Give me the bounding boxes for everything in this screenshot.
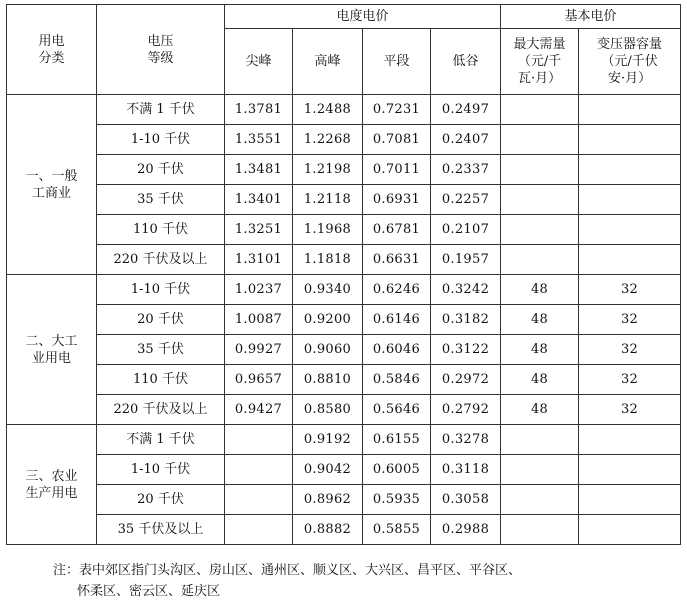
table-row: [7, 485, 681, 515]
cell-digu: 0.3118: [431, 455, 501, 485]
cell-pingduan: 0.6155: [363, 425, 431, 455]
header-energy-price: 电度电价: [225, 5, 501, 29]
table-row: [7, 185, 681, 215]
cell-max-demand: [501, 155, 579, 185]
header-gaofeng: 高峰: [293, 29, 363, 95]
cell-digu: 0.3182: [431, 305, 501, 335]
cell-gaofeng: 0.8962: [293, 485, 363, 515]
cell-jianfeng: [225, 485, 293, 515]
cell-pingduan: 0.7011: [363, 155, 431, 185]
cell-gaofeng: 1.2198: [293, 155, 363, 185]
table-row: [7, 455, 681, 485]
cell-jianfeng: 1.3251: [225, 215, 293, 245]
category-cell: 三、农业 生产用电: [7, 425, 97, 545]
cell-digu: 0.2792: [431, 395, 501, 425]
cell-voltage: 220 千伏及以上: [97, 245, 225, 275]
cell-pingduan: 0.6781: [363, 215, 431, 245]
cell-max-demand: [501, 95, 579, 125]
cell-transformer: 32: [579, 365, 681, 395]
cell-digu: 0.2107: [431, 215, 501, 245]
cell-max-demand: [501, 455, 579, 485]
cell-max-demand: 48: [501, 305, 579, 335]
cell-pingduan: 0.5646: [363, 395, 431, 425]
table-row: [7, 275, 681, 305]
cell-pingduan: 0.5935: [363, 485, 431, 515]
cell-max-demand: [501, 515, 579, 545]
cell-digu: 0.1957: [431, 245, 501, 275]
cell-jianfeng: 1.3551: [225, 125, 293, 155]
header-digu: 低谷: [431, 29, 501, 95]
cell-transformer: [579, 185, 681, 215]
cell-voltage: 不满 1 千伏: [97, 95, 225, 125]
cell-digu: 0.2497: [431, 95, 501, 125]
cell-jianfeng: 1.3481: [225, 155, 293, 185]
cell-voltage: 35 千伏: [97, 335, 225, 365]
cell-voltage: 35 千伏及以上: [97, 515, 225, 545]
cell-jianfeng: 0.9427: [225, 395, 293, 425]
cell-digu: 0.2972: [431, 365, 501, 395]
cell-max-demand: 48: [501, 395, 579, 425]
cell-transformer: [579, 455, 681, 485]
table-row: [7, 125, 681, 155]
cell-gaofeng: 1.2118: [293, 185, 363, 215]
tariff-table: [6, 4, 681, 545]
cell-jianfeng: 0.9657: [225, 365, 293, 395]
cell-voltage: 1-10 千伏: [97, 125, 225, 155]
table-row: [7, 245, 681, 275]
cell-voltage: 不满 1 千伏: [97, 425, 225, 455]
cell-pingduan: 0.7231: [363, 95, 431, 125]
cell-max-demand: [501, 125, 579, 155]
cell-jianfeng: 1.3401: [225, 185, 293, 215]
table-row: [7, 95, 681, 125]
cell-max-demand: [501, 245, 579, 275]
cell-transformer: 32: [579, 305, 681, 335]
cell-gaofeng: 1.1818: [293, 245, 363, 275]
cell-transformer: [579, 425, 681, 455]
cell-jianfeng: 1.0237: [225, 275, 293, 305]
cell-gaofeng: 0.9340: [293, 275, 363, 305]
cell-transformer: [579, 95, 681, 125]
cell-pingduan: 0.6005: [363, 455, 431, 485]
table-row: [7, 515, 681, 545]
table-row: [7, 365, 681, 395]
cell-pingduan: 0.6146: [363, 305, 431, 335]
cell-transformer: [579, 245, 681, 275]
cell-gaofeng: 0.9200: [293, 305, 363, 335]
cell-gaofeng: 1.1968: [293, 215, 363, 245]
cell-transformer: 32: [579, 275, 681, 305]
cell-gaofeng: 0.8882: [293, 515, 363, 545]
cell-digu: 0.2257: [431, 185, 501, 215]
cell-gaofeng: 1.2488: [293, 95, 363, 125]
cell-voltage: 110 千伏: [97, 365, 225, 395]
cell-gaofeng: 1.2268: [293, 125, 363, 155]
cell-pingduan: 0.6631: [363, 245, 431, 275]
header-max-demand: 最大需量 （元/千 瓦·月）: [501, 29, 579, 95]
cell-max-demand: 48: [501, 275, 579, 305]
cell-max-demand: [501, 185, 579, 215]
cell-max-demand: [501, 425, 579, 455]
header-transformer-capacity: 变压器容量 （元/千伏 安·月）: [579, 29, 681, 95]
cell-digu: 0.2407: [431, 125, 501, 155]
table-row: [7, 425, 681, 455]
footnote: [53, 560, 521, 602]
cell-pingduan: 0.5855: [363, 515, 431, 545]
category-cell: 一、一般 工商业: [7, 95, 97, 275]
cell-jianfeng: [225, 455, 293, 485]
cell-transformer: [579, 485, 681, 515]
cell-max-demand: 48: [501, 365, 579, 395]
cell-transformer: [579, 155, 681, 185]
header-jianfeng: 尖峰: [225, 29, 293, 95]
cell-pingduan: 0.6931: [363, 185, 431, 215]
cell-voltage: 20 千伏: [97, 305, 225, 335]
cell-pingduan: 0.7081: [363, 125, 431, 155]
cell-jianfeng: 1.0087: [225, 305, 293, 335]
cell-gaofeng: 0.8810: [293, 365, 363, 395]
cell-voltage: 1-10 千伏: [97, 275, 225, 305]
header-pingduan: 平段: [363, 29, 431, 95]
cell-voltage: 35 千伏: [97, 185, 225, 215]
cell-voltage: 220 千伏及以上: [97, 395, 225, 425]
cell-jianfeng: 1.3781: [225, 95, 293, 125]
cell-digu: 0.2988: [431, 515, 501, 545]
cell-digu: 0.3122: [431, 335, 501, 365]
cell-voltage: 110 千伏: [97, 215, 225, 245]
table-row: [7, 395, 681, 425]
cell-digu: 0.3058: [431, 485, 501, 515]
header-basic-price: 基本电价: [501, 5, 681, 29]
cell-transformer: [579, 125, 681, 155]
table-body: [7, 95, 681, 545]
cell-max-demand: [501, 215, 579, 245]
header-voltage: 电压 等级: [97, 5, 225, 95]
cell-transformer: 32: [579, 335, 681, 365]
footnote-line-1: 注：表中郊区指门头沟区、房山区、通州区、顺义区、大兴区、昌平区、平谷区、: [53, 563, 522, 578]
cell-jianfeng: 1.3101: [225, 245, 293, 275]
cell-pingduan: 0.6046: [363, 335, 431, 365]
cell-digu: 0.2337: [431, 155, 501, 185]
cell-gaofeng: 0.8580: [293, 395, 363, 425]
cell-jianfeng: [225, 425, 293, 455]
cell-pingduan: 0.5846: [363, 365, 431, 395]
header-category: 用电 分类: [7, 5, 97, 95]
cell-transformer: [579, 515, 681, 545]
table-row: [7, 155, 681, 185]
cell-digu: 0.3278: [431, 425, 501, 455]
cell-transformer: [579, 215, 681, 245]
cell-voltage: 1-10 千伏: [97, 455, 225, 485]
category-cell: 二、大工 业用电: [7, 275, 97, 425]
cell-max-demand: 48: [501, 335, 579, 365]
cell-voltage: 20 千伏: [97, 485, 225, 515]
cell-gaofeng: 0.9060: [293, 335, 363, 365]
table-row: [7, 215, 681, 245]
cell-voltage: 20 千伏: [97, 155, 225, 185]
cell-pingduan: 0.6246: [363, 275, 431, 305]
cell-gaofeng: 0.9042: [293, 455, 363, 485]
cell-jianfeng: [225, 515, 293, 545]
cell-max-demand: [501, 485, 579, 515]
cell-jianfeng: 0.9927: [225, 335, 293, 365]
table-row: [7, 335, 681, 365]
footnote-line-2: 怀柔区、密云区、延庆区: [77, 584, 221, 599]
table-row: [7, 305, 681, 335]
cell-digu: 0.3242: [431, 275, 501, 305]
cell-transformer: 32: [579, 395, 681, 425]
cell-gaofeng: 0.9192: [293, 425, 363, 455]
